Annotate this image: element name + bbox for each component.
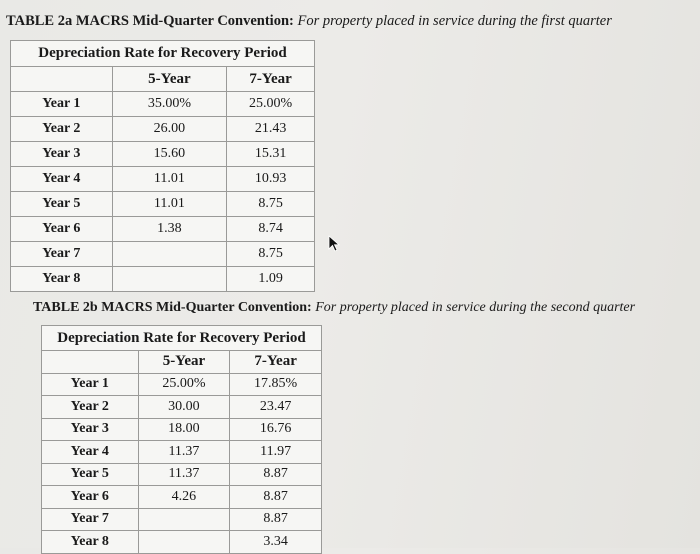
year-label: Year 8 [42, 531, 139, 554]
rate-7-year: 10.93 [227, 167, 315, 192]
rate-5-year: 4.26 [138, 486, 230, 509]
table-row [11, 242, 315, 267]
table-row [42, 486, 322, 509]
year-label: Year 6 [42, 486, 139, 509]
table-row [11, 192, 315, 217]
table-row [42, 531, 322, 554]
table-row [42, 418, 322, 441]
table-row [11, 142, 315, 167]
rate-5-year [112, 267, 227, 292]
rate-5-year: 35.00% [112, 92, 227, 117]
rate-5-year: 25.00% [138, 373, 230, 396]
table-row [11, 167, 315, 192]
table-2b-title-bold: TABLE 2b MACRS Mid-Quarter Convention: [33, 300, 312, 315]
year-label: Year 3 [11, 142, 113, 167]
rate-7-year: 8.75 [227, 192, 315, 217]
table-2a-title-italic: For property placed in service during the first quarter [297, 13, 612, 29]
table-2b-caption: Depreciation Rate for Recovery Period [42, 326, 322, 351]
table-2b-col-5-year: 5-Year [138, 351, 230, 374]
rate-7-year: 16.76 [230, 418, 322, 441]
table-row [11, 117, 315, 142]
table-2a-col-5-year: 5-Year [112, 67, 227, 92]
table-2a-corner-cell [11, 67, 113, 92]
year-label: Year 4 [11, 167, 113, 192]
year-label: Year 2 [11, 117, 113, 142]
rate-7-year: 17.85% [230, 373, 322, 396]
rate-5-year: 11.37 [138, 441, 230, 464]
table-row [11, 267, 315, 292]
rate-7-year: 8.74 [227, 217, 315, 242]
rate-5-year: 30.00 [138, 396, 230, 419]
table-row [42, 373, 322, 396]
year-label: Year 2 [42, 396, 139, 419]
rate-5-year: 26.00 [112, 117, 227, 142]
table-2b-corner-cell [42, 351, 139, 374]
rate-5-year: 11.01 [112, 167, 227, 192]
table-row [42, 463, 322, 486]
table-row [42, 508, 322, 531]
year-label: Year 7 [42, 508, 139, 531]
rate-7-year: 3.34 [230, 531, 322, 554]
rate-5-year [138, 531, 230, 554]
rate-7-year: 1.09 [227, 267, 315, 292]
rate-5-year [138, 508, 230, 531]
rate-7-year: 8.87 [230, 508, 322, 531]
table-2a-col-7-year: 7-Year [227, 67, 315, 92]
rate-7-year: 25.00% [227, 92, 315, 117]
year-label: Year 3 [42, 418, 139, 441]
rate-7-year: 21.43 [227, 117, 315, 142]
table-2b-title [33, 299, 635, 317]
year-label: Year 5 [42, 463, 139, 486]
table-2b-col-7-year: 7-Year [230, 351, 322, 374]
rate-5-year: 11.37 [138, 463, 230, 486]
mouse-pointer-icon [328, 235, 342, 253]
rate-5-year: 18.00 [138, 418, 230, 441]
table-2a [10, 40, 315, 292]
table-2a-title [6, 12, 612, 30]
rate-7-year: 15.31 [227, 142, 315, 167]
year-label: Year 7 [11, 242, 113, 267]
year-label: Year 5 [11, 192, 113, 217]
year-label: Year 4 [42, 441, 139, 464]
year-label: Year 1 [42, 373, 139, 396]
year-label: Year 1 [11, 92, 113, 117]
rate-7-year: 8.87 [230, 486, 322, 509]
table-row [42, 396, 322, 419]
rate-5-year: 1.38 [112, 217, 227, 242]
rate-5-year: 15.60 [112, 142, 227, 167]
table-2b-title-italic: For property placed in service during the second quarter [315, 300, 636, 315]
rate-7-year: 8.87 [230, 463, 322, 486]
year-label: Year 6 [11, 217, 113, 242]
rate-7-year: 8.75 [227, 242, 315, 267]
table-row [42, 441, 322, 464]
table-row [11, 92, 315, 117]
rate-7-year: 11.97 [230, 441, 322, 464]
rate-7-year: 23.47 [230, 396, 322, 419]
table-2b [41, 325, 322, 554]
table-row [11, 217, 315, 242]
rate-5-year [112, 242, 227, 267]
table-2a-caption: Depreciation Rate for Recovery Period [11, 41, 315, 67]
rate-5-year: 11.01 [112, 192, 227, 217]
year-label: Year 8 [11, 267, 113, 292]
table-2a-title-bold: TABLE 2a MACRS Mid-Quarter Convention: [6, 13, 294, 29]
